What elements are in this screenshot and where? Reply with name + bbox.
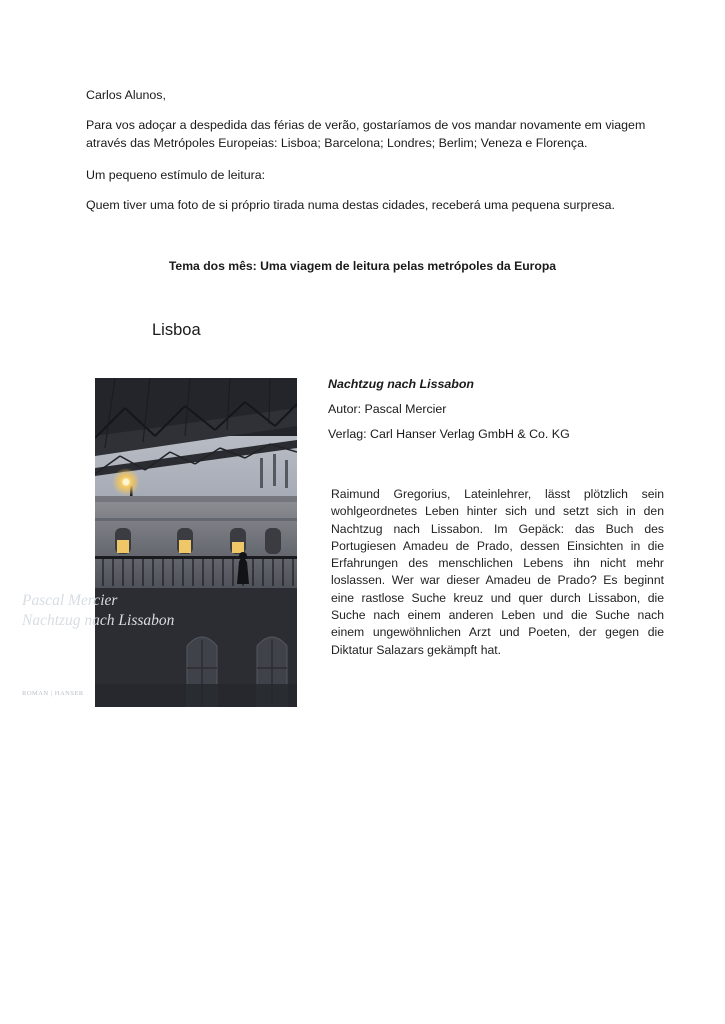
letter-surprise: Quem tiver uma foto de si próprio tirada numa destas cidades, receberá uma pequena surpresa. [86,198,615,212]
book-description: Raimund Gregorius, Lateinlehrer, lässt plötzlich sein wohlgeordnetes Leben hinter sich und setzt sich in den Nachtzug nach Lissabon. Im Gepäck: das Buch des Portugiesen Amadeu de Prado, dessen Einsichten in die Erfahrungen des menschlichen Lebens ihn nicht mehr loslassen. Wer war dieser Amadeu de Prado? Es beginnt eine rastlose Suche kreuz und quer durch Lissabon, die Suche nach einem anderen Leben und die Suche nach einem ungewöhnlichen Arzt und Poeten, der gegen die Diktatur Salazars gekämpft hat. [331,487,664,657]
book-author: Autor: Pascal Mercier [328,402,447,416]
book-title: Nachtzug nach Lissabon [328,377,474,391]
letter-greeting: Carlos Alunos, [86,88,166,102]
book-publisher: Verlag: Carl Hanser Verlag GmbH & Co. KG [328,427,570,441]
letter-intro: Para vos adoçar a despedida das férias de verão, gostaríamos de vos mandar novamente em viagem através das Metrópoles Europeias: Lisboa; Barcelona; Londres; Berlim; Veneza e Florença. [86,118,646,150]
cover-imprint-text: ROMAN | HANSER [22,690,84,697]
book-cover-image [95,378,297,707]
city-heading: Lisboa [152,321,201,339]
cover-author-text: Pascal Mercier [22,592,118,609]
theme-heading: Tema dos mês: Uma viagem de leitura pelas metrópoles da Europa [168,259,557,273]
cover-title-text: Nachtzug nach Lissabon [22,612,175,629]
cover-illustration [95,378,297,707]
letter-stimulus: Um pequeno estímulo de leitura: [86,168,266,182]
